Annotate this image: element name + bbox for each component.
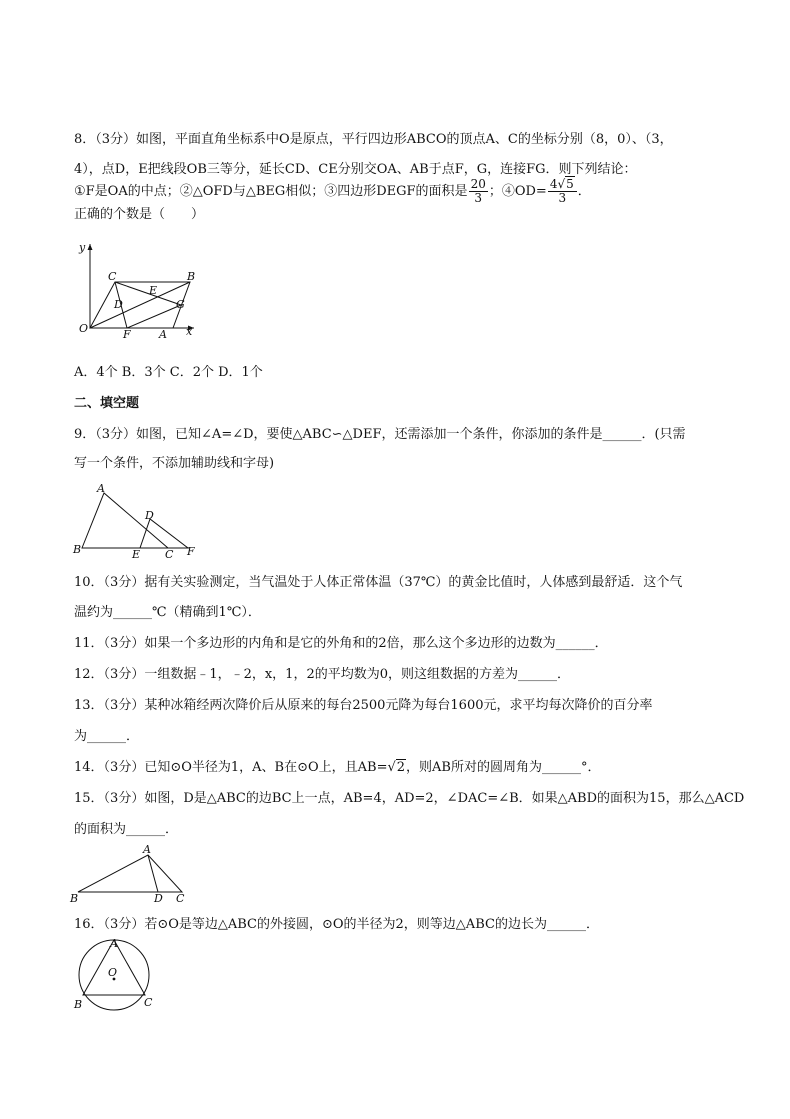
fig15-label-a: A xyxy=(143,843,151,856)
fraction-4root5-3: $\frac{4√5}{3}$ xyxy=(548,178,577,205)
fig8-label-c: C xyxy=(108,270,117,283)
fig8-label-g: G xyxy=(176,298,185,311)
q9-line1: 9．（3分）如图，已知∠A=∠D，要使△ABC∽△DEF，还需添加一个条件，你添加的条件是______．(只需 xyxy=(74,427,686,442)
fig8-label-b: B xyxy=(187,270,196,283)
fig16-label-a: A xyxy=(110,937,118,950)
fig8-label-e: E xyxy=(149,284,158,297)
fig8-label-y: y xyxy=(79,241,86,254)
fig15-label-b: B xyxy=(70,892,79,905)
q10-line2: 温约为______℃（精确到1℃）． xyxy=(74,605,261,620)
q15-line1: 15．（3分）如图，D是△ABC的边BC上一点，AB=4，AD=2，∠DAC=∠B．如果△ABD的面积为15，那么△ACD xyxy=(74,791,745,806)
sqrt-symbol: √5 xyxy=(557,177,574,191)
fig8-label-d: D xyxy=(114,298,123,311)
q14-text: 14．（3分）已知⊙O半径为1，A、B在⊙O上，且AB=√2，则AB所对的圆周角为______°． xyxy=(74,760,601,775)
q12-text: 12．（3分）一组数据﹣1，﹣2，x，1，2的平均数为0，则这组数据的方差为______． xyxy=(74,667,570,682)
fig16-label-o: O xyxy=(108,966,118,979)
q13-line1: 13．（3分）某种冰箱经两次降价后从原来的每台2500元降为每台1600元，求平均每次降价的百分率 xyxy=(74,698,653,713)
q8-line1: 8．（3分）如图，平面直角坐标系中O是原点，平行四边形ABCO的顶点A、C的坐标分别（8，0）、（3， xyxy=(74,132,673,147)
q16-figure-circumcircle xyxy=(70,937,170,1015)
fig9-label-e: E xyxy=(132,548,141,561)
q8-line4: 正确的个数是（ ） xyxy=(74,207,205,222)
fig16-label-b: B xyxy=(74,998,83,1011)
fraction-20-3: $\frac{20}{3}$ xyxy=(470,177,486,205)
q9-figure-triangles xyxy=(70,482,210,562)
q16-line1: 16．（3分）若⊙O是等边△ABC的外接圆，⊙O的半径为2，则等边△ABC的边长为______． xyxy=(74,917,599,932)
fig8-label-o: O xyxy=(79,322,89,335)
fig9-label-b: B xyxy=(73,543,82,556)
sqrt-symbol: √2 xyxy=(387,760,406,775)
q11-text: 11．（3分）如果一个多边形的内角和是它的外角和的2倍，那么这个多边形的边数为______． xyxy=(74,636,608,651)
fig8-label-x: x xyxy=(186,325,193,338)
q9-line2: 写一个条件，不添加辅助线和字母) xyxy=(74,456,275,471)
fig8-label-a: A xyxy=(159,328,167,341)
q13-line2: 为______． xyxy=(74,729,140,744)
fig15-label-d: D xyxy=(154,892,163,905)
section-title-fill-blank: 二、填空题 xyxy=(74,396,140,411)
fig15-label-c: C xyxy=(176,892,185,905)
q8-figure-parallelogram xyxy=(70,240,200,340)
fig9-label-d: D xyxy=(145,509,154,522)
q10-line1: 10．（3分）据有关实验测定，当气温处于人体正常体温（37℃）的黄金比值时，人体感到最舒适．这个气 xyxy=(74,575,683,590)
fig8-label-f: F xyxy=(123,328,131,341)
q8-line3: ①F是OA的中点；②△OFD与△BEG相似；③四边形DEGF的面积是 $\frac{20}{3}$ ；④OD= $\frac{4√5}{3}$ ． xyxy=(74,177,591,205)
fig16-label-c: C xyxy=(144,996,153,1009)
q8-line2: 4），点D，E把线段OB三等分，延长CD、CE分别交OA、AB于点F，G，连接FG．则下列结论： xyxy=(74,162,637,177)
q15-figure-triangle xyxy=(70,842,200,904)
fig9-label-f: F xyxy=(187,545,195,558)
q15-line2: 的面积为______． xyxy=(74,822,179,837)
fig9-label-a: A xyxy=(97,482,105,495)
fig9-label-c: C xyxy=(165,548,174,561)
q8-options: A．4个 B．3个 C．2个 D．1个 xyxy=(74,365,263,380)
